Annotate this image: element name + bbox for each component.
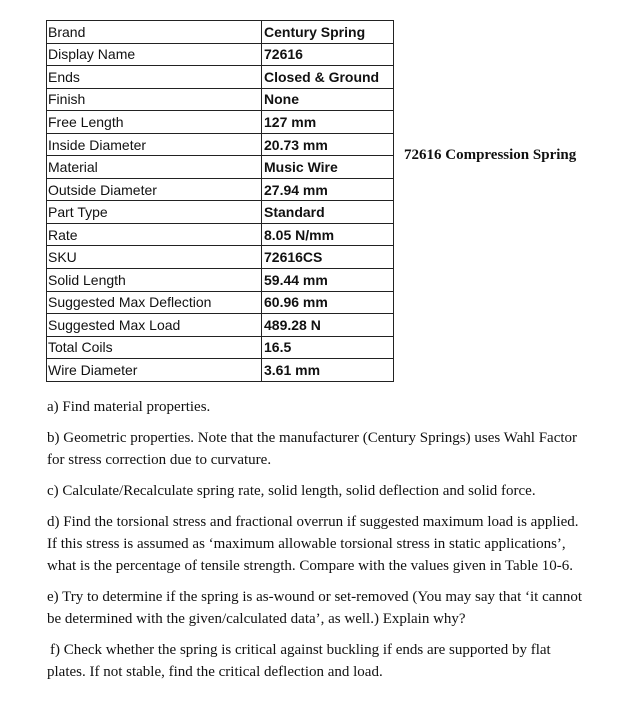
table-row xyxy=(47,111,394,134)
table-row xyxy=(47,336,394,359)
table-row xyxy=(47,21,394,44)
spec-value: Century Spring xyxy=(262,21,394,44)
spec-label: Ends xyxy=(47,66,262,89)
question-list xyxy=(47,396,587,692)
question-a: a) Find material properties. xyxy=(47,399,211,415)
spec-label: Inside Diameter xyxy=(47,133,262,156)
table-row xyxy=(47,178,394,201)
spec-label: Material xyxy=(47,156,262,179)
table-row xyxy=(47,269,394,292)
spec-value: 72616CS xyxy=(262,246,394,269)
table-row xyxy=(47,88,394,111)
table-row xyxy=(47,66,394,89)
spec-label: Suggested Max Load xyxy=(47,314,262,337)
spec-label: Rate xyxy=(47,223,262,246)
spec-value: 60.96 mm xyxy=(262,291,394,314)
spec-label: Wire Diameter xyxy=(47,359,262,382)
spring-title: 72616 Compression Spring xyxy=(404,147,577,163)
spec-label: Total Coils xyxy=(47,336,262,359)
spec-value: 27.94 mm xyxy=(262,178,394,201)
question-f: f) Check whether the spring is critical against buckling if ends are supported by flat plates. If not stable, find the critical deflection and load. xyxy=(47,642,551,680)
spec-label: Free Length xyxy=(47,111,262,134)
table-row xyxy=(47,314,394,337)
spec-value: 127 mm xyxy=(262,111,394,134)
spec-label: SKU xyxy=(47,246,262,269)
table-row xyxy=(47,133,394,156)
table-row xyxy=(47,291,394,314)
table-row xyxy=(47,223,394,246)
spec-value: 59.44 mm xyxy=(262,269,394,292)
table-row xyxy=(47,246,394,269)
spec-value: Closed & Ground xyxy=(262,66,394,89)
spec-label: Part Type xyxy=(47,201,262,224)
question-b: b) Geometric properties. Note that the manufacturer (Century Springs) uses Wahl Factor for stress correction due to curvature. xyxy=(47,430,578,468)
spec-value: 16.5 xyxy=(262,336,394,359)
spec-value: 72616 xyxy=(262,43,394,66)
spec-label: Display Name xyxy=(47,43,262,66)
spring-spec-table xyxy=(46,20,394,382)
spec-value: 8.05 N/mm xyxy=(262,223,394,246)
spec-label: Solid Length xyxy=(47,269,262,292)
table-row xyxy=(47,359,394,382)
question-c: c) Calculate/Recalculate spring rate, solid length, solid deflection and solid force. xyxy=(47,483,536,499)
table-row xyxy=(47,156,394,179)
spec-label: Suggested Max Deflection xyxy=(47,291,262,314)
table-row xyxy=(47,43,394,66)
question-d: d) Find the torsional stress and fractional overrun if suggested maximum load is applied. If this stress is assumed as ‘maximum allowable torsional stress in static applications’, what is the percentage of tensile strength. Compare with the values given in Table 10-6. xyxy=(47,514,579,574)
spec-value: 3.61 mm xyxy=(262,359,394,382)
spec-value: None xyxy=(262,88,394,111)
table-row xyxy=(47,201,394,224)
spec-label: Brand xyxy=(47,21,262,44)
spec-label: Finish xyxy=(47,88,262,111)
spec-value: Standard xyxy=(262,201,394,224)
spec-label: Outside Diameter xyxy=(47,178,262,201)
spec-value: 489.28 N xyxy=(262,314,394,337)
spec-value: 20.73 mm xyxy=(262,133,394,156)
question-e: e) Try to determine if the spring is as-wound or set-removed (You may say that ‘it cannot be determined with the given/calculated data’, as well.) Explain why? xyxy=(47,589,583,627)
spec-value: Music Wire xyxy=(262,156,394,179)
